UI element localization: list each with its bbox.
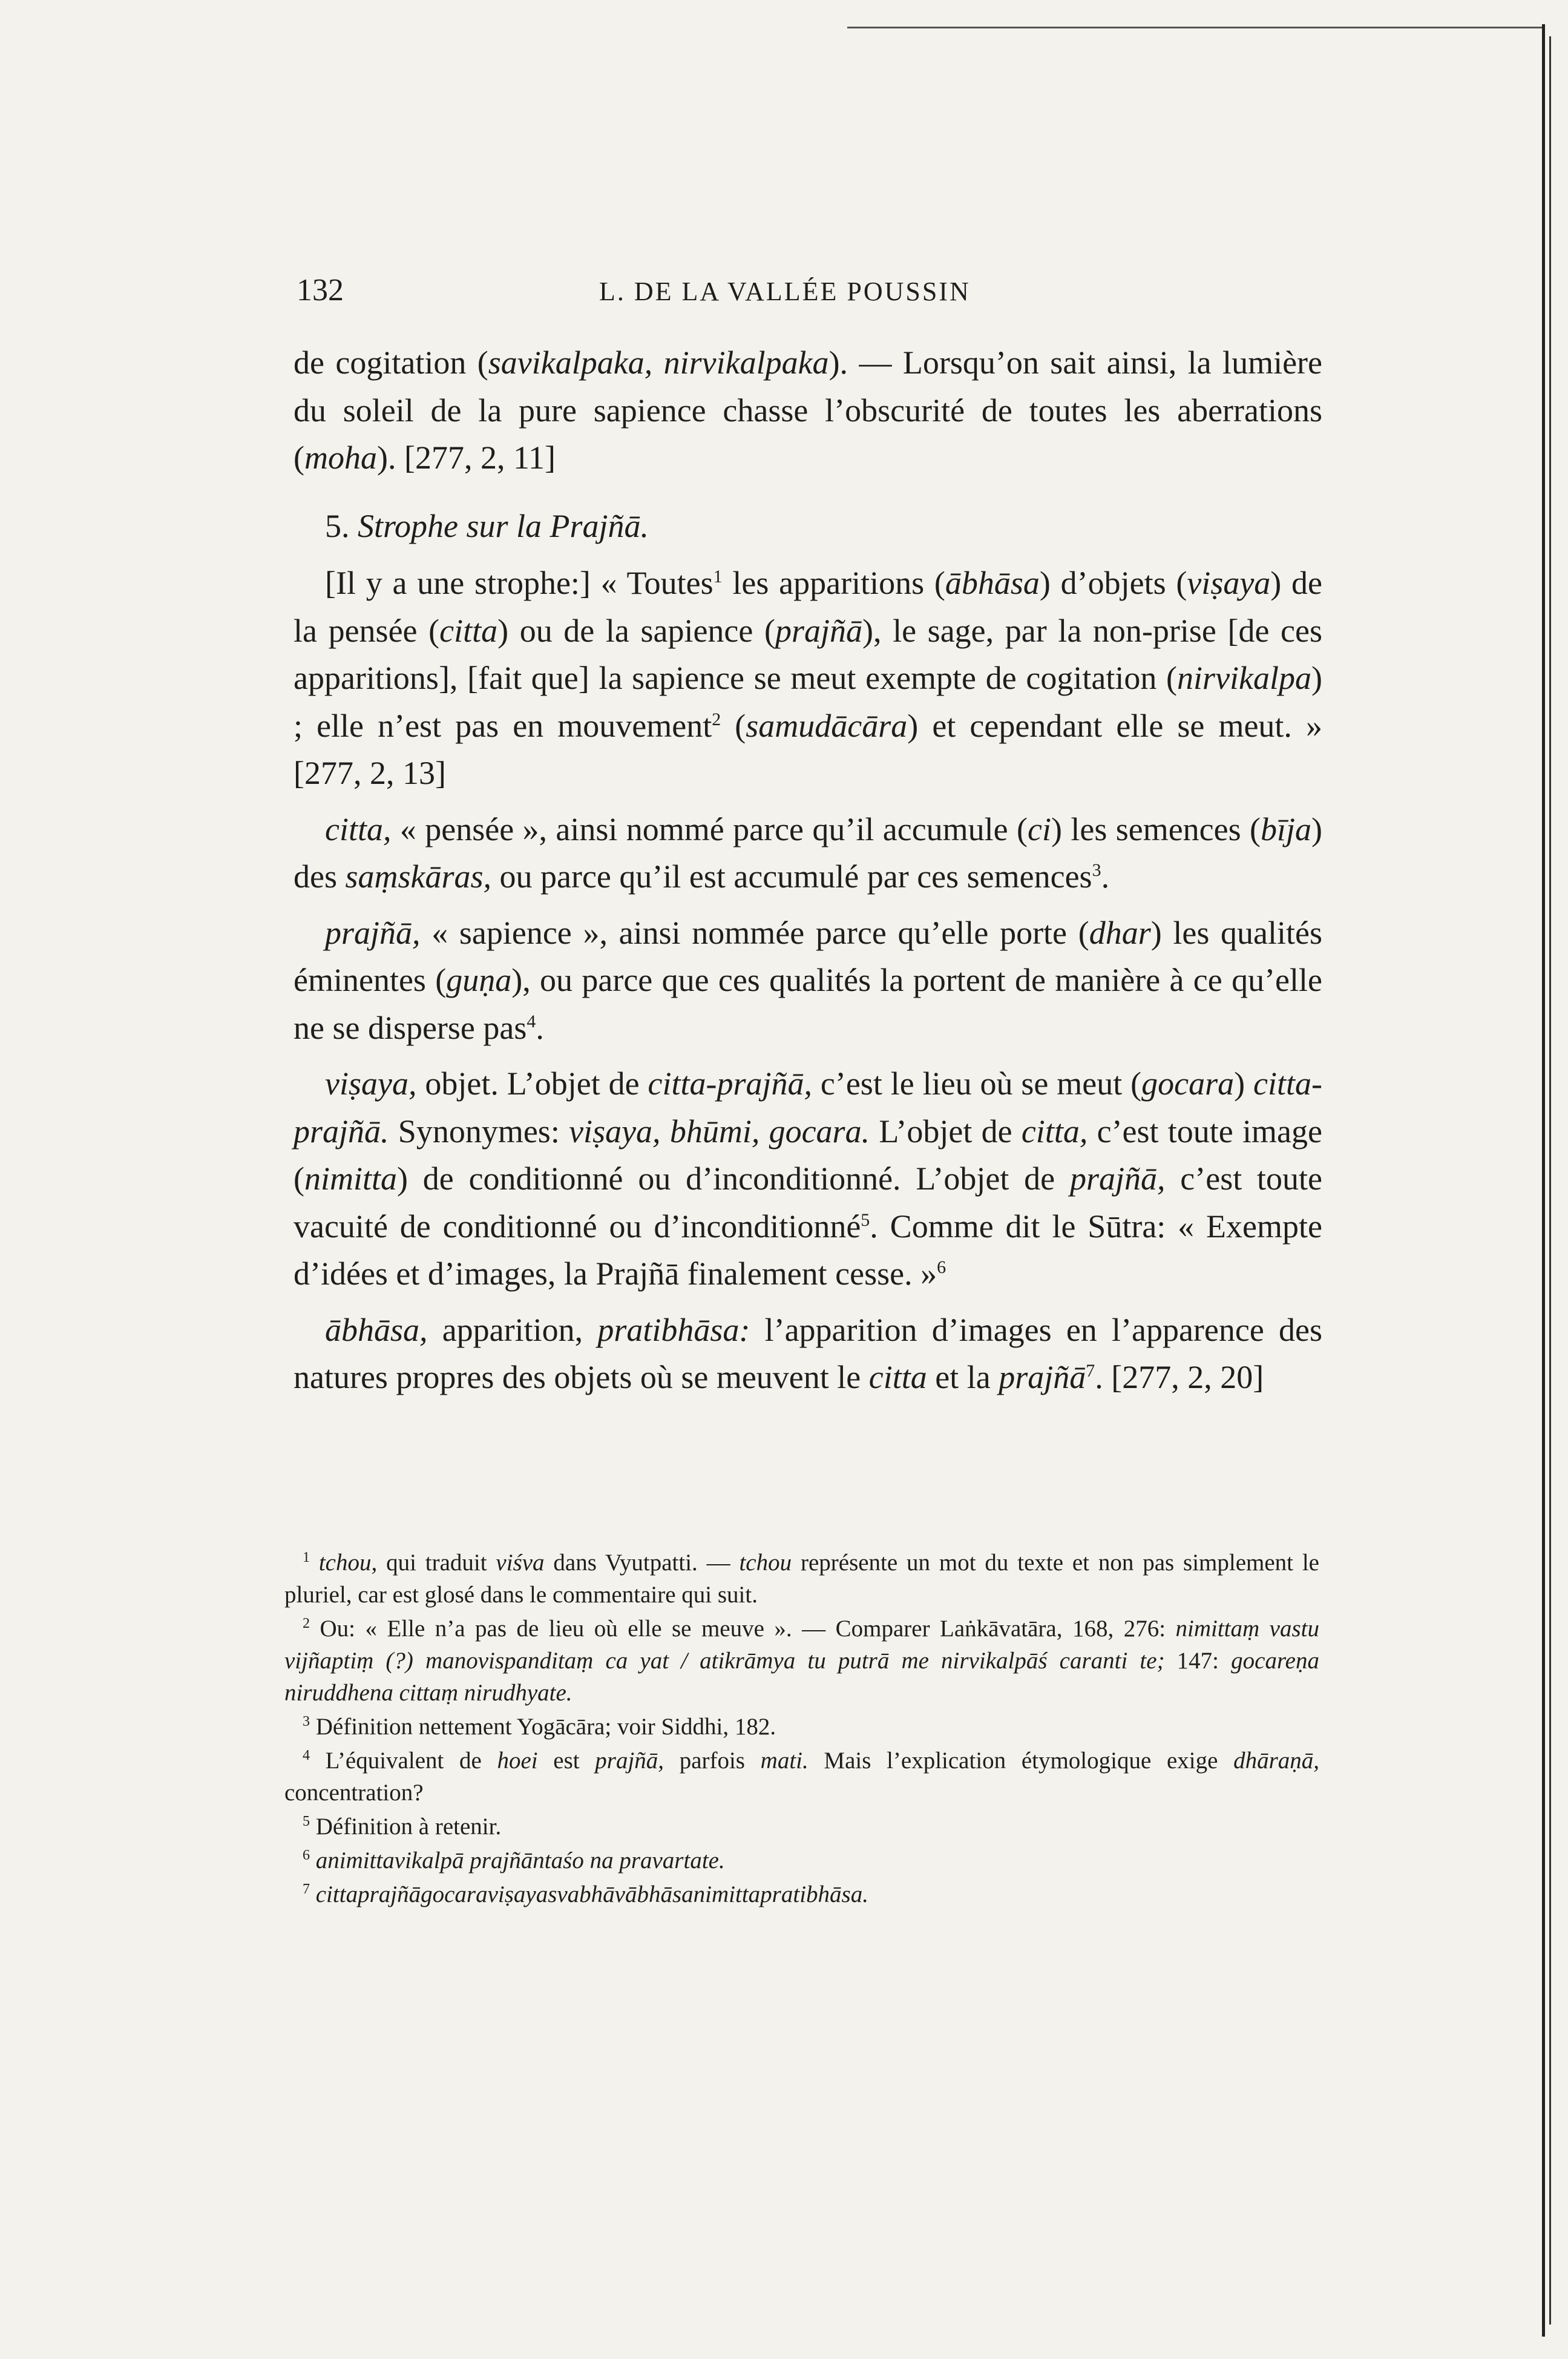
running-head: L. DE LA VALLÉE POUSSIN (599, 277, 971, 306)
footnote-3: $^3$ Définition nettement Yogācāra; voir Siddhi, 182. (303, 1714, 776, 1740)
footnotes (284, 1547, 1319, 1912)
paragraph-visaya: viṣaya, objet. L’objet de citta-prajñā, c’est le lieu où se meut (gocara) citta-prajñā. Synonymes: viṣaya, bhūmi, gocara. L’objet de citta, c’est toute image (nimitta) de conditionné ou d’inconditionné. L’objet de prajñā, c’est toute vacuité de conditionné ou d’inconditionné$^5$. Comme dit le Sūtra: « Exempte d’idées et d’images, la Prajñā finalement cesse. »$^6$ (294, 1065, 1322, 1292)
footnote-7: $^7$ cittaprajñāgocaraviṣayasvabhāvābhāsanimittapratibhāsa. (303, 1881, 868, 1907)
paragraph-prajna: prajñā, « sapience », ainsi nommée parce qu’elle porte (dhar) les qualités éminentes (guṇa), ou parce que ces qualités la portent de manière à ce qu’elle ne se disperse pas$^4$. (294, 914, 1322, 1046)
footnote-ref-7: 7 (1086, 1361, 1095, 1381)
page-number: 132 (297, 273, 344, 308)
footnote-2: $^2$ Ou: « Elle n’a pas de lieu où elle se meuve ». — Comparer Laṅkāvatāra, 168, 276: nimittaṃ vastu vijñaptiṃ (?) manovispanditaṃ ca yat / atikrāmya tu putrā me nirvikalpāś caranti te; 147: gocareṇa niruddhena cittaṃ nirudhyate. (284, 1616, 1319, 1706)
footnote-1: $^1$ tchou, qui traduit viśva dans Vyutpatti. — tchou représente un mot du texte et non pas simplement le pluriel, car est glosé dans le commentaire qui suit. (284, 1550, 1319, 1608)
page-right-edge (1542, 24, 1545, 2337)
paragraph-citta: citta, « pensée », ainsi nommé parce qu’il accumule (ci) les semences (bīja) des saṃskāras, ou parce qu’il est accumulé par ces semences$^3$. (294, 811, 1322, 895)
footnote-ref-5: 5 (861, 1209, 870, 1230)
footnote-5: $^5$ Définition à retenir. (303, 1814, 502, 1840)
page-header (297, 272, 1325, 321)
footnote-ref-1: 1 (713, 567, 723, 587)
body-text (294, 339, 1322, 1410)
footnote-6: $^6$ animittavikalpā prajñāntaśo na pravartate. (303, 1847, 725, 1874)
footnote-ref-3: 3 (1092, 860, 1101, 880)
paragraph-1: de cogitation (savikalpaka, nirvikalpaka). — Lorsqu’on sait ainsi, la lumière du soleil de la pure sapience chasse l’obscurité de toutes les aberrations (moha). [277, 2, 11] (294, 344, 1322, 476)
footnote-ref-6: 6 (937, 1257, 946, 1277)
page-top-edge (847, 27, 1543, 28)
footnote-4: $^4$ L’équivalent de hoei est prajñā, parfois mati. Mais l’explication étymologique exige dhāraṇā, concentration? (284, 1748, 1319, 1806)
section-heading: 5. Strophe sur la Prajñā. (325, 507, 649, 544)
paragraph-strophe: [Il y a une strophe:] « Toutes$^1$ les apparitions (ābhāsa) d’objets (viṣaya) de la pensée (citta) ou de la sapience (prajñā), le sage, par la non-prise [de ces apparitions], [fait que] la sapience se meut exempte de cogitation (nirvikalpa) ; elle n’est pas en mouvement$^2$ (samudācāra) et cependant elle se meut. » [277, 2, 13] (294, 565, 1323, 791)
footnote-ref-4: 4 (526, 1011, 536, 1031)
paragraph-abhasa: ābhāsa, apparition, pratibhāsa: l’apparition d’images en l’apparence des natures propres des objets où se meuvent le citta et la prajñā$^7$. [277, 2, 20] (294, 1311, 1323, 1395)
footnote-ref-2: 2 (712, 709, 721, 729)
page-right-edge-inner (1549, 36, 1551, 2324)
